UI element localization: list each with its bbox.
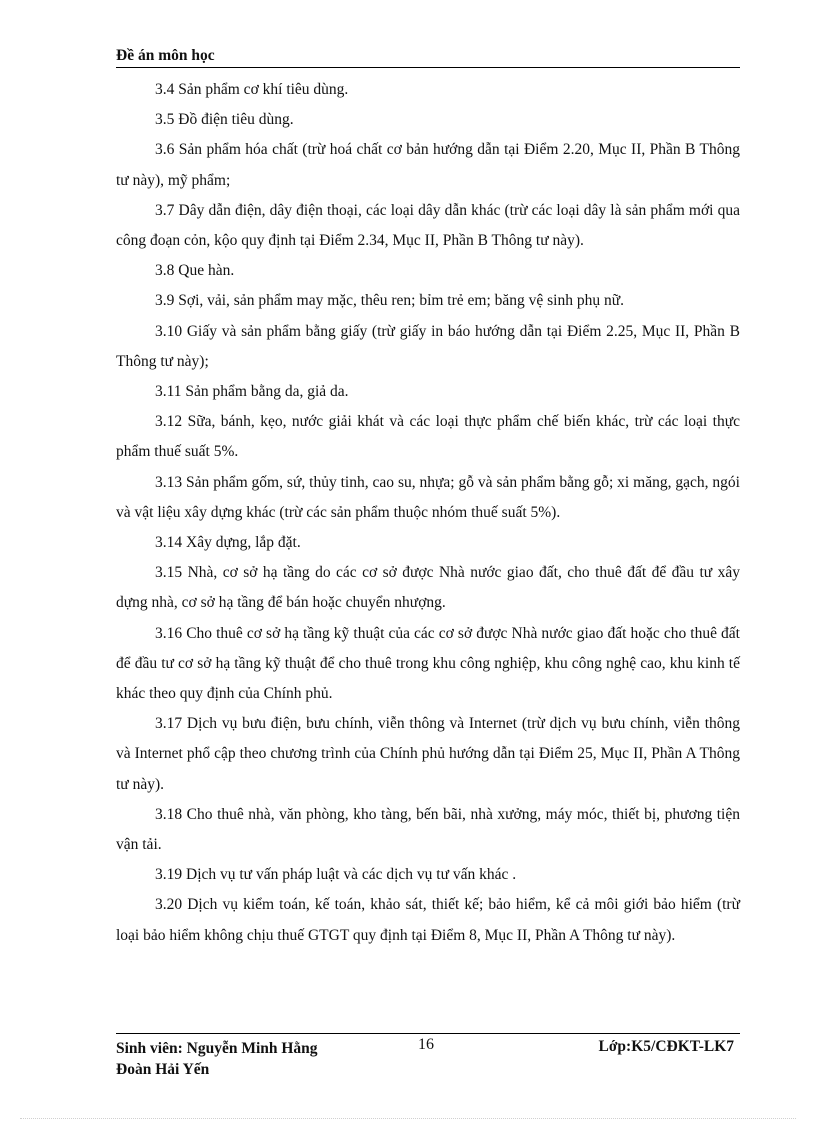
paragraph: 3.11 Sản phẩm bằng da, giả da. [155,383,349,401]
paragraph: 3.9 Sợi, vải, sản phẩm may mặc, thêu ren; bỉm trẻ em; băng vệ sinh phụ nữ. [155,292,625,310]
paragraph: 3.5 Đồ điện tiêu dùng. [155,111,294,129]
document-title: Đề án môn học [116,47,215,64]
paragraph: 3.8 Que hàn. [155,262,235,280]
paragraph: 3.12 Sữa, bánh, kẹo, nước giải khát và các loại thực phẩm chế biến khác, trừ các loại thực phẩm thuế suất 5%. [116,413,740,461]
paragraph: 3.18 Cho thuê nhà, văn phòng, kho tàng, bến bãi, nhà xưởng, máy móc, thiết bị, phương tiện vận tải. [116,805,740,854]
document-body [116,75,740,951]
page-bottom-edge [20,1118,796,1119]
footer-student-names [116,1038,318,1080]
paragraph: 3.16 Cho thuê cơ sở hạ tầng kỹ thuật của các cơ sở được Nhà nước giao đất hoặc cho thuê đất để đầu tư cơ sở hạ tầng kỹ thuật để cho thuê trong khu công nghiệp, khu công nghệ cao, khu kinh tế khác theo quy định của Chính phủ. [116,624,740,703]
footer-divider [116,1033,740,1034]
paragraph: 3.19 Dịch vụ tư vấn pháp luật và các dịch vụ tư vấn khác . [155,866,517,884]
page-number: 16 [418,1036,434,1053]
paragraph: 3.13 Sản phẩm gốm, sứ, thủy tinh, cao su, nhựa; gỗ và sản phẩm bằng gỗ; xi măng, gạch, ngói và vật liệu xây dựng khác (trừ các sản phẩm thuộc nhóm thuế suất 5%). [116,473,740,521]
page-header [116,46,740,68]
paragraph: 3.17 Dịch vụ bưu điện, bưu chính, viễn thông và Internet (trừ dịch vụ bưu chính, viễn thông và Internet phổ cập theo chương trình của Chính phủ hướng dẫn tại Điểm 25, Mục II, Phần A Thông tư này). [116,715,740,793]
student-name-line: Sinh viên: Nguyễn Minh Hằng [116,1040,318,1057]
paragraph: 3.15 Nhà, cơ sở hạ tầng do các cơ sở được Nhà nước giao đất, cho thuê đất để đầu tư xây dựng nhà, cơ sở hạ tầng để bán hoặc chuyển nhượng. [116,564,740,612]
paragraph: 3.7 Dây dẫn điện, dây điện thoại, các loại dây dẫn khác (trừ các loại dây là sản phẩm mới qua công đoạn cỏn, kộo quy định tại Điểm 2.34, Mục II, Phần B Thông tư này). [116,201,740,250]
class-label: Lớp:K5/CĐKT-LK7 [598,1038,734,1055]
paragraph: 3.10 Giấy và sản phẩm bằng giấy (trừ giấy in báo hướng dẫn tại Điểm 2.25, Mục II, Phần B Thông tư này); [116,322,740,370]
paragraph: 3.6 Sản phẩm hóa chất (trừ hoá chất cơ bản hướng dẫn tại Điểm 2.20, Mục II, Phần B Thông tư này), mỹ phẩm; [116,141,740,189]
paragraph: 3.4 Sản phẩm cơ khí tiêu dùng. [155,81,349,98]
paragraph: 3.14 Xây dựng, lắp đặt. [155,534,301,552]
paragraph: 3.20 Dịch vụ kiểm toán, kế toán, khảo sát, thiết kế; bảo hiểm, kể cả môi giới bảo hiểm (trừ loại bảo hiểm không chịu thuế GTGT quy định tại Điểm 8, Mục II, Phần A Thông tư này). [116,896,740,944]
student-name-line: Đoàn Hải Yến [116,1061,210,1078]
